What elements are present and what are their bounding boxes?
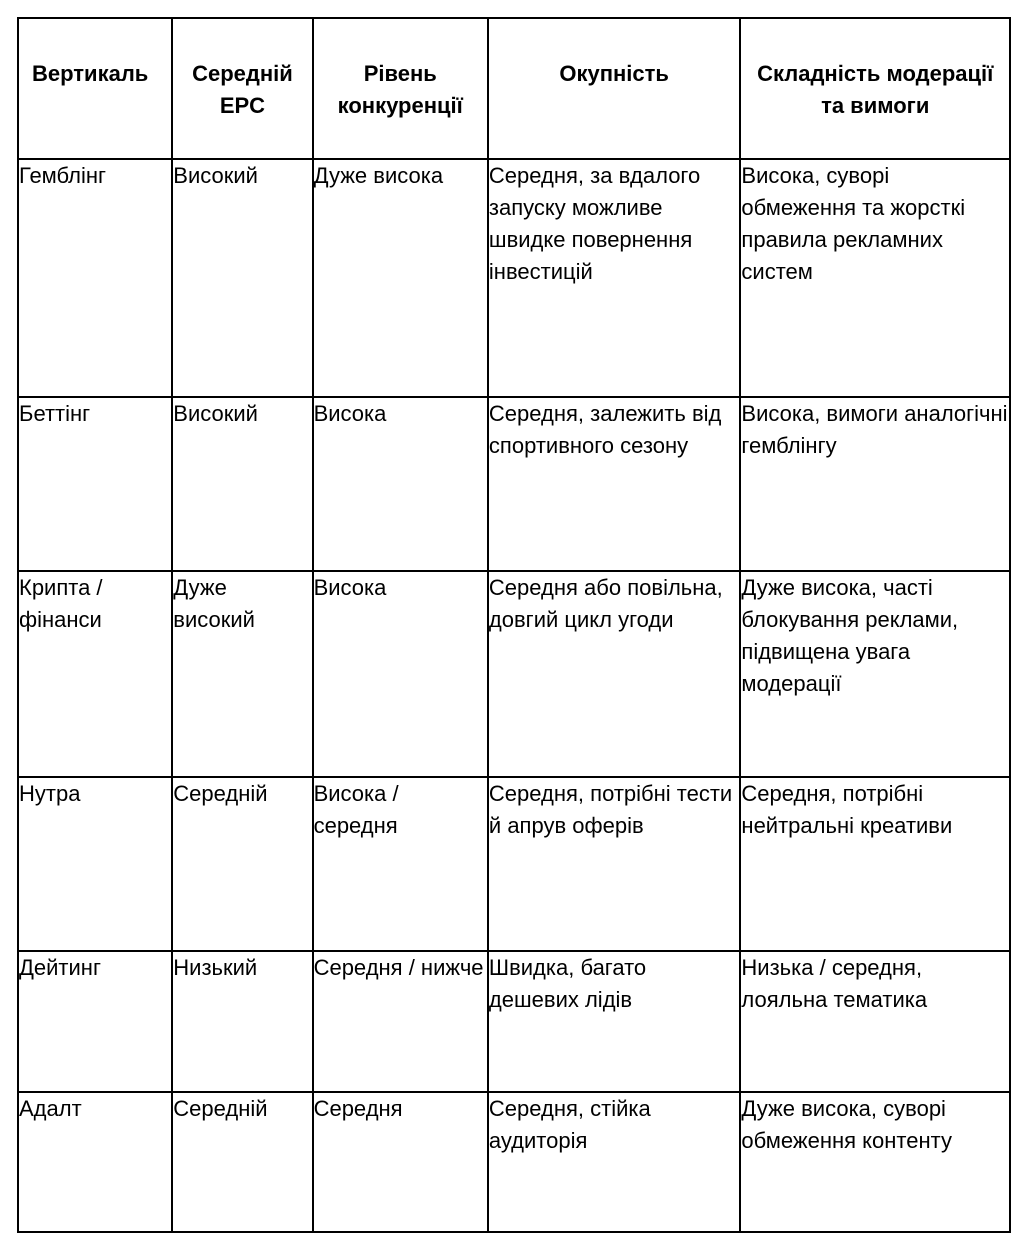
cell-competition: Дуже висока xyxy=(313,159,488,397)
header-row xyxy=(18,18,1010,159)
cell-epc: Високий xyxy=(172,159,312,397)
header-cell-epc: Середній EPC xyxy=(172,18,312,159)
cell-moderation: Дуже висока, суворі обмеження контенту xyxy=(740,1092,1010,1232)
cell-moderation: Низька / середня, лояльна тематика xyxy=(740,951,1010,1092)
header-cell-payback: Окупність xyxy=(488,18,741,159)
cell-competition: Висока xyxy=(313,571,488,777)
table-row xyxy=(18,571,1010,777)
cell-epc: Дуже високий xyxy=(172,571,312,777)
cell-payback: Середня, за вдалого запуску можливе швидке повернення інвестицій xyxy=(488,159,741,397)
cell-vertical: Беттінг xyxy=(18,397,172,571)
cell-vertical: Крипта / фінанси xyxy=(18,571,172,777)
header-cell-moderation: Складність модерації та вимоги xyxy=(740,18,1010,159)
cell-payback: Швидка, багато дешевих лідів xyxy=(488,951,741,1092)
cell-payback: Середня, стійка аудиторія xyxy=(488,1092,741,1232)
header-cell-vertical: Вертикаль xyxy=(18,18,172,159)
cell-vertical: Дейтинг xyxy=(18,951,172,1092)
cell-competition: Середня / нижче xyxy=(313,951,488,1092)
cell-vertical: Нутра xyxy=(18,777,172,951)
cell-competition: Висока xyxy=(313,397,488,571)
cell-vertical: Адалт xyxy=(18,1092,172,1232)
table-row xyxy=(18,1092,1010,1232)
comparison-table xyxy=(17,17,1011,1233)
header-cell-competition: Рівень конкуренції xyxy=(313,18,488,159)
cell-competition: Середня xyxy=(313,1092,488,1232)
cell-moderation: Середня, потрібні нейтральні креативи xyxy=(740,777,1010,951)
table-row xyxy=(18,397,1010,571)
cell-moderation: Дуже висока, часті блокування реклами, підвищена увага модерації xyxy=(740,571,1010,777)
cell-epc: Середній xyxy=(172,777,312,951)
table-row xyxy=(18,951,1010,1092)
cell-payback: Середня, потрібні тести й апрув оферів xyxy=(488,777,741,951)
cell-vertical: Гемблінг xyxy=(18,159,172,397)
cell-epc: Середній xyxy=(172,1092,312,1232)
table-row xyxy=(18,159,1010,397)
cell-competition: Висока / середня xyxy=(313,777,488,951)
cell-moderation: Висока, вимоги аналогічні гемблінгу xyxy=(740,397,1010,571)
cell-moderation: Висока, суворі обмеження та жорсткі правила рекламних систем xyxy=(740,159,1010,397)
cell-epc: Високий xyxy=(172,397,312,571)
cell-payback: Середня, залежить від спортивного сезону xyxy=(488,397,741,571)
cell-epc: Низький xyxy=(172,951,312,1092)
table-row xyxy=(18,777,1010,951)
cell-payback: Середня або повільна, довгий цикл угоди xyxy=(488,571,741,777)
